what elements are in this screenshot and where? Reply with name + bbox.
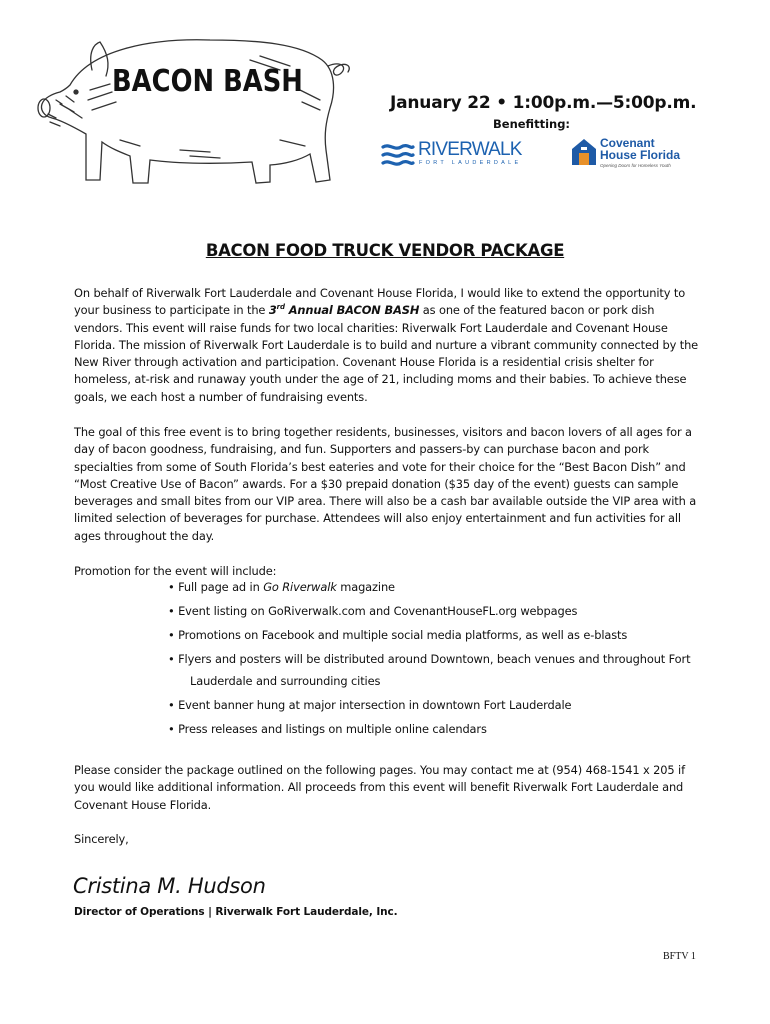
riverwalk-logo xyxy=(381,139,522,171)
covenant-house-logo xyxy=(570,137,690,173)
promotion-intro: Promotion for the event will include: xyxy=(74,564,277,578)
riverwalk-sub: FORT LAUDERDALE xyxy=(419,160,522,166)
page-number: BFTV 1 xyxy=(663,951,696,962)
covenant-house-tagline: Opening Doors for Homeless Youth xyxy=(600,163,671,168)
list-item: • Event listing on GoRiverwalk.com and CovenantHouseFL.org webpages xyxy=(168,604,578,618)
event-title: BACON BASH xyxy=(112,64,303,99)
list-item: • Promotions on Facebook and multiple social media platforms, as well as e-blasts xyxy=(168,628,628,642)
riverwalk-name: RIVERWALK xyxy=(418,139,522,160)
event-date: January 22 • 1:00p.m.—5:00p.m. xyxy=(390,93,697,113)
list-item: • Full page ad in Go Riverwalk magazine xyxy=(168,580,395,594)
intro-paragraph: On behalf of Riverwalk Fort Lauderdale and Covenant House Florida, I would like to extend the opportunity to your business to participate in the 3rd Annual BACON BASH as one of the featured bacon or pork dish vendors. This event will raise funds for two local charities: Riverwalk Fort Lauderdale and Covenant House Florida. The mission of Riverwalk Fort Lauderdale is to build and nurture a vibrant community connected by the New River through activation and participation. Covenant House Florida is a residential crisis shelter for homeless, at-risk and runaway youth under the age of 21, including moms and their babies. To achieve these goals, we each host a number of fundraising events. xyxy=(74,286,699,404)
covenant-house-name: Covenant House Florida xyxy=(600,136,681,162)
list-item: • Event banner hung at major intersection in downtown Fort Lauderdale xyxy=(168,698,572,712)
signature-name: Cristina M. Hudson xyxy=(73,874,266,898)
list-item: • Flyers and posters will be distributed around Downtown, beach venues and throughout Fort xyxy=(168,652,691,666)
contact-paragraph: Please consider the package outlined on the following pages. You may contact me at (954) 468-1541 x 205 if you would like additional information. All proceeds from this event will benefit Riverwalk Fort Lauderdale and Covenant House Florida. xyxy=(74,763,685,812)
pig-illustration xyxy=(30,30,360,195)
covenant-house-icon xyxy=(570,137,598,167)
closing: Sincerely, xyxy=(74,832,129,846)
benefitting-label: Benefitting: xyxy=(493,117,571,131)
list-item-continuation: Lauderdale and surrounding cities xyxy=(190,674,381,688)
goal-paragraph: The goal of this free event is to bring together residents, businesses, visitors and bacon lovers of all ages for a day of bacon goodness, fundraising, and fun. Supporters and passers-by can purchase bacon and pork specialties from some of South Florida’s best eateries and vote for their choice for the “Best Bacon Dish” and “Most Creative Use of Bacon” awards. For a $30 prepaid donation ($35 day of the event) guests can sample beverages and small bites from our VIP area. There will also be a cash bar available outside the VIP area with a limited selection of beverages for purchase. Attendees will also enjoy entertainment and fun activities for all ages throughout the day. xyxy=(74,425,697,543)
document-heading: BACON FOOD TRUCK VENDOR PACKAGE xyxy=(205,241,565,260)
list-item: • Press releases and listings on multiple online calendars xyxy=(168,722,487,736)
signature-title: Director of Operations | Riverwalk Fort Lauderdale, Inc. xyxy=(74,906,398,918)
riverwalk-wave-icon xyxy=(381,141,415,169)
